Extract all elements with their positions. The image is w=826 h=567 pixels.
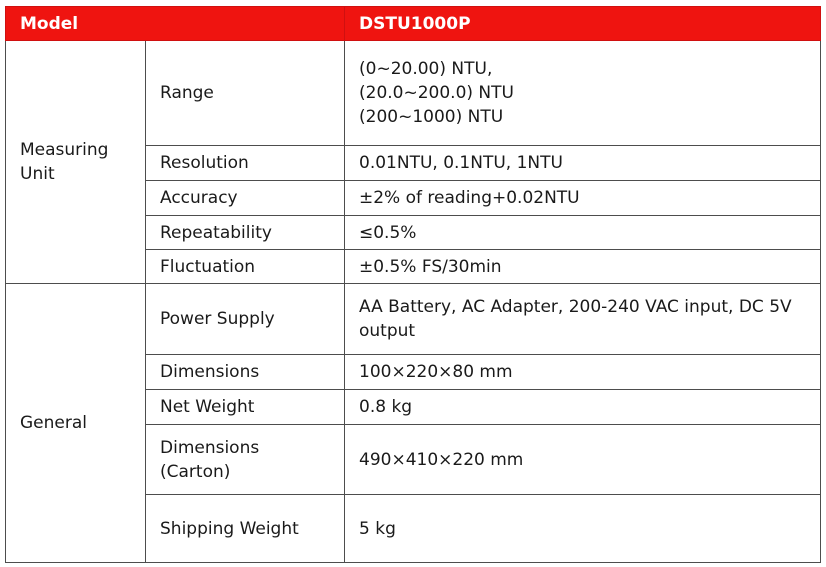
spec-name: Power Supply — [146, 284, 345, 355]
spec-value: ≤0.5% — [345, 216, 821, 250]
spec-value-range — [345, 41, 821, 146]
table-row — [6, 41, 821, 146]
range-line: (0~20.00) NTU, — [359, 59, 493, 79]
spec-value: ±2% of reading+0.02NTU — [345, 181, 821, 216]
spec-table — [5, 6, 821, 563]
spec-value: 5 kg — [345, 495, 821, 563]
spec-name: Resolution — [146, 146, 345, 181]
spec-name: Repeatability — [146, 216, 345, 250]
spec-name — [146, 425, 345, 495]
spec-name: Range — [146, 41, 345, 146]
spec-value: 490×410×220 mm — [345, 425, 821, 495]
spec-name: Net Weight — [146, 390, 345, 425]
group-label-measuring-unit — [6, 41, 146, 284]
spec-name-text: Dimensions (Carton) — [160, 437, 260, 482]
spec-value: ±0.5% FS/30min — [345, 250, 821, 284]
spec-value: AA Battery, AC Adapter, 200-240 VAC input, DC 5V output — [345, 284, 821, 355]
range-line: (20.0~200.0) NTU — [359, 83, 514, 103]
table-row — [6, 284, 821, 355]
spec-name: Dimensions — [146, 355, 345, 390]
group-label-general: General — [6, 284, 146, 563]
spec-value: 0.8 kg — [345, 390, 821, 425]
range-line: (200~1000) NTU — [359, 107, 504, 127]
header-row — [6, 7, 821, 41]
group-label-text: Measuring Unit — [20, 140, 109, 184]
spec-value: 100×220×80 mm — [345, 355, 821, 390]
spec-name: Fluctuation — [146, 250, 345, 284]
spec-value: 0.01NTU, 0.1NTU, 1NTU — [345, 146, 821, 181]
header-model-label: Model — [6, 7, 345, 41]
spec-name: Accuracy — [146, 181, 345, 216]
header-model-value: DSTU1000P — [345, 7, 821, 41]
spec-name: Shipping Weight — [146, 495, 345, 563]
